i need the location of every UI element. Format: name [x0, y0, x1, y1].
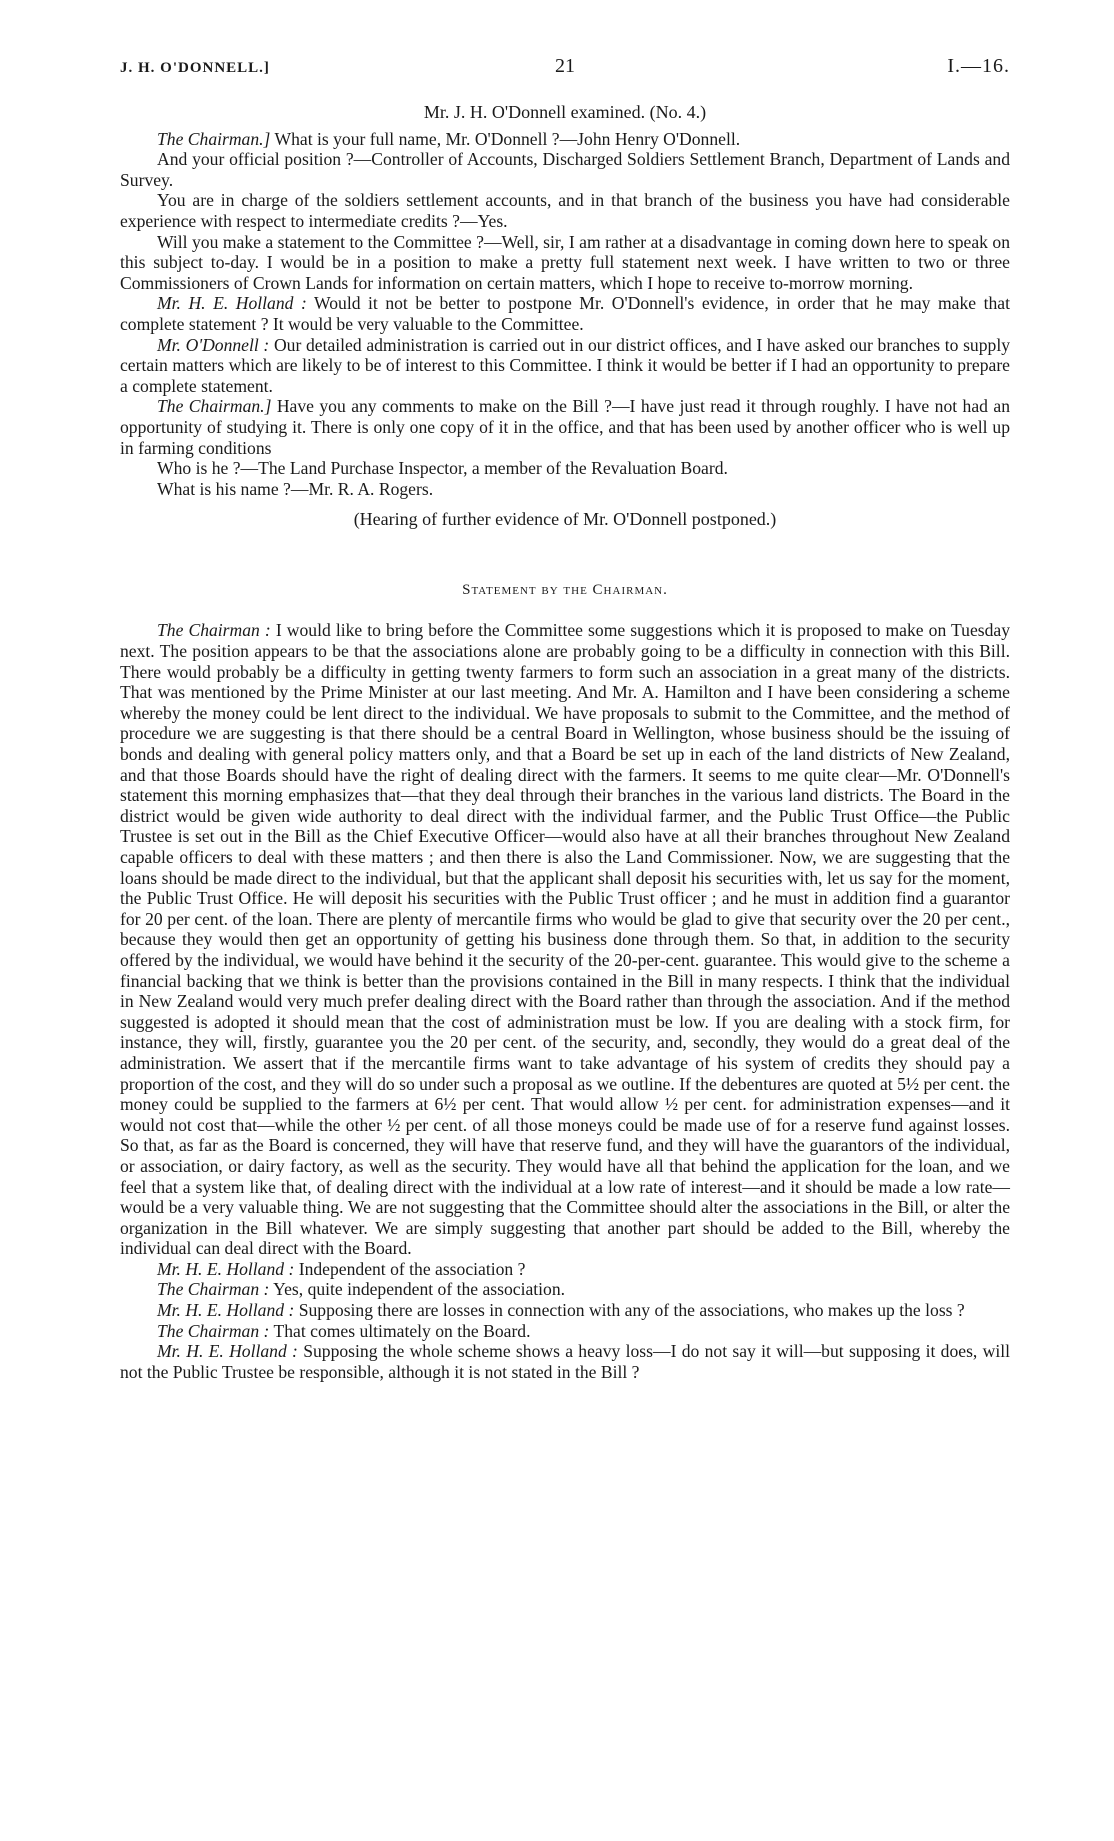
paragraph	[120, 1300, 1010, 1321]
paragraph	[120, 190, 1010, 231]
paragraph	[120, 620, 1010, 1258]
paragraph	[120, 149, 1010, 190]
paper-reference: I.—16.	[947, 55, 1010, 77]
paragraph-text: Would it not be better to postpone Mr. O'Donnell's evidence, in order that he may make that complete statement ? It would be very valuable to the Committee.	[120, 293, 1010, 334]
page-number: 21	[555, 55, 575, 77]
paragraph	[120, 1341, 1010, 1382]
paragraph-text: Have you any comments to make on the Bill ?—I have just read it through roughly. I have not had an opportunity of studying it. There is only one copy of it in the office, and that has been used by another officer who is well up in farming conditions	[120, 396, 1010, 458]
speaker-label: The Chairman.]	[157, 396, 272, 417]
running-head	[120, 56, 1010, 82]
paragraph-text: Who is he ?—The Land Purchase Inspector, a member of the Revaluation Board.	[157, 458, 728, 479]
evidence-section	[120, 129, 1010, 500]
paragraph	[120, 1259, 1010, 1280]
speaker-label: Mr. H. E. Holland :	[157, 293, 307, 314]
paragraph	[120, 129, 1010, 150]
paragraph-text: Our detailed administration is carried out in our district offices, and I have asked our branches to supply certain matters which are likely to be of interest to this Committee. I think it would be better if I had an opportunity to prepare a complete statement.	[120, 334, 1011, 396]
speaker-label: Mr. H. E. Holland :	[157, 1341, 298, 1362]
paragraph-text: That comes ultimately on the Board.	[269, 1320, 531, 1341]
statement-section	[120, 620, 1010, 1382]
paragraph	[120, 1279, 1010, 1300]
paragraph-text: You are in charge of the soldiers settlement accounts, and in that branch of the business you have had considerable experience with respect to intermediate credits ?—Yes.	[120, 190, 1010, 231]
paragraph-text: Supposing there are losses in connection with any of the associations, who makes up the loss ?	[294, 1300, 965, 1321]
paragraph	[120, 479, 1010, 500]
paragraph	[120, 1321, 1010, 1342]
paragraph-text: And your official position ?—Controller of Accounts, Discharged Soldiers Settlement Branch, Department of Lands and Survey.	[120, 149, 1010, 190]
paragraph	[120, 232, 1010, 294]
paragraph	[120, 396, 1010, 458]
paragraph-text: What is his name ?—Mr. R. A. Rogers.	[157, 478, 434, 499]
paragraph	[120, 335, 1010, 397]
paragraph-text: Yes, quite independent of the association.	[269, 1279, 566, 1300]
paragraph-text: I would like to bring before the Committee some suggestions which it is proposed to make on Tuesday next. The position appears to be that the associations alone are probably going to be a difficulty in connection with this Bill. There would probably be a difficulty in getting twenty farmers to form such an association in a great many of the districts. That was mentioned by the Prime Minister at our last meeting. And Mr. A. Hamilton and I have been considering a scheme whereby the money could be lent direct to the individual. We have proposals to submit to the Committee, and the method of procedure we are suggesting is that there should be a central Board in Wellington, whose business should be the issuing of bonds and dealing with general policy matters only, and that a Board be set up in each of the land districts of New Zealand, and that those Boards should have the right of dealing direct with the farmers. It seems to me quite clear—Mr. O'Donnell's statement this morning emphasizes that—that they deal through their branches in the various land districts. The Board in the district would be given wide authority to deal direct with the individual farmer, and the Public Trust Office—the Public Trustee is set out in the Bill as the Chief Executive Officer—would also have at all their branches throughout New Zealand capable officers to deal with these matters ; and then there is also the Land Commissioner. Now, we are suggesting that the loans should be made direct to the individual, but that the applicant shall deposit his securities with, let us say for the moment, the Public Trust Office. He will deposit his securities with the Public Trust officer ; and he must in addition find a guarantor for 20 per cent. of the loan. There are plenty of mercantile firms who would be glad to give that security over the 20 per cent., because they would then get an opportunity of getting his business done through them. So that, in addition to the security offered by the individual, we would have behind it the security of the 20-per-cent. guarantee. This would give to the scheme a financial backing that we think is better than the provisions contained in the Bill in many respects. I think that the individual in New Zealand would very much prefer dealing direct with the Board rather than through the association. And if the method suggested is adopted it should mean that the cost of administration must be low. If you are dealing with a stock firm, for instance, they will, firstly, guarantee you the 20 per cent. of the security, and, secondly, they would do a great deal of the administration. We assert that if the mercantile firms want to take advantage of his system of credits they should pay a proportion of the cost, and they will do so under such a proposal as we outline. If the debentures are quoted at 5½ per cent. the money could be supplied to the farmers at 6½ per cent. That would allow ½ per cent. for administration expenses—and it would not cost that—while the other ½ per cent. of all those moneys could be made use of for a reserve fund against losses. So that, as far as the Board is concerned, they will have that reserve fund, and they will have the guarantors of the individual, or association, or dairy factory, as well as the security. They would have all that behind the application for the loan, and we feel that a system like that, of dealing direct with the individual at a low rate of interest—and it should be made a low rate—would be a very valuable thing. We are not suggesting that the Committee should alter the associations in the Bill, or alter the organization in the Bill whatever. We are simply suggesting that another part should be added to the Bill, whereby the individual can deal direct with the Board.	[120, 620, 1010, 1259]
speaker-label: The Chairman :	[157, 1320, 270, 1341]
speaker-label: The Chairman :	[157, 1279, 270, 1300]
speaker-label: Mr. O'Donnell :	[157, 334, 270, 355]
statement-heading: Statement by the Chairman.	[462, 581, 668, 598]
postponed-note: (Hearing of further evidence of Mr. O'Donnell postponed.)	[353, 509, 777, 530]
paragraph	[120, 293, 1010, 334]
examination-heading: Mr. J. H. O'Donnell examined. (No. 4.)	[423, 102, 707, 122]
paragraph	[120, 458, 1010, 479]
running-head-left: J. H. O'DONNELL.]	[120, 60, 270, 76]
paragraph-text: Independent of the association ?	[294, 1258, 526, 1279]
speaker-label: Mr. H. E. Holland :	[157, 1258, 295, 1279]
speaker-label: Mr. H. E. Holland :	[157, 1300, 295, 1321]
paragraph-text: Supposing the whole scheme shows a heavy loss—I do not say it will—but supposing it does, will not the Public Trustee be responsible, although it is not stated in the Bill ?	[120, 1341, 1010, 1382]
paragraph-text: Will you make a statement to the Committee ?—Well, sir, I am rather at a disadvantage in coming down here to speak on this subject to-day. I would be in a position to make a pretty full statement next week. I have written to two or three Commissioners of Crown Lands for information on certain matters, which I hope to receive to-morrow morning.	[120, 231, 1010, 293]
speaker-label: The Chairman.]	[157, 128, 271, 149]
paragraph-text: What is your full name, Mr. O'Donnell ?—John Henry O'Donnell.	[270, 128, 741, 149]
speaker-label: The Chairman :	[157, 620, 271, 641]
